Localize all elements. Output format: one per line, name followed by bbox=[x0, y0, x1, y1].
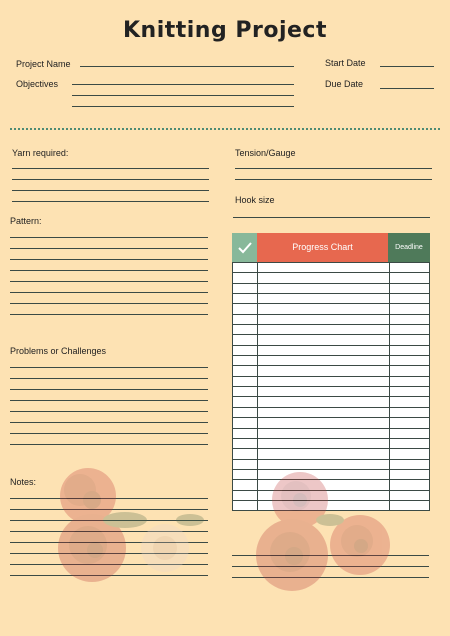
problems-line[interactable] bbox=[10, 433, 208, 434]
progress-cell[interactable] bbox=[258, 366, 390, 375]
pattern-line[interactable] bbox=[10, 314, 208, 315]
deadline-cell[interactable] bbox=[390, 408, 429, 417]
tension-line[interactable] bbox=[235, 168, 432, 169]
start-date-label: Start Date bbox=[325, 58, 366, 68]
tension-line[interactable] bbox=[235, 179, 432, 180]
progress-cell[interactable] bbox=[258, 429, 390, 438]
progress-cell[interactable] bbox=[258, 273, 390, 282]
checkbox-cell[interactable] bbox=[233, 470, 258, 479]
objectives-line-3[interactable] bbox=[72, 106, 294, 107]
checkbox-cell[interactable] bbox=[233, 304, 258, 313]
checkbox-cell[interactable] bbox=[233, 429, 258, 438]
notes-line[interactable] bbox=[10, 553, 208, 554]
progress-chart-row bbox=[233, 303, 429, 313]
notes-line[interactable] bbox=[10, 498, 208, 499]
due-date-label: Due Date bbox=[325, 79, 364, 89]
problems-line[interactable] bbox=[10, 444, 208, 445]
checkbox-cell[interactable] bbox=[233, 284, 258, 293]
progress-cell[interactable] bbox=[258, 480, 390, 489]
progress-chart-row bbox=[233, 386, 429, 396]
yarn-required-label: Yarn required: bbox=[12, 148, 69, 158]
yarn-line[interactable] bbox=[12, 201, 209, 202]
yarn-line[interactable] bbox=[12, 190, 209, 191]
pattern-line[interactable] bbox=[10, 292, 208, 293]
progress-chart-row bbox=[233, 490, 429, 500]
pattern-line[interactable] bbox=[10, 248, 208, 249]
checkbox-cell[interactable] bbox=[233, 491, 258, 500]
progress-cell[interactable] bbox=[258, 325, 390, 334]
checkbox-cell[interactable] bbox=[233, 449, 258, 458]
progress-chart-row bbox=[233, 345, 429, 355]
progress-cell[interactable] bbox=[258, 439, 390, 448]
progress-chart-header bbox=[232, 233, 430, 262]
checkbox-cell[interactable] bbox=[233, 356, 258, 365]
tension-gauge-label: Tension/Gauge bbox=[235, 148, 296, 158]
deadline-cell[interactable] bbox=[390, 377, 429, 386]
deadline-cell[interactable] bbox=[390, 418, 429, 427]
progress-cell[interactable] bbox=[258, 356, 390, 365]
project-name-line[interactable] bbox=[80, 66, 294, 67]
problems-line[interactable] bbox=[10, 411, 208, 412]
checkbox-cell[interactable] bbox=[233, 501, 258, 510]
notes-line[interactable] bbox=[10, 531, 208, 532]
deadline-cell[interactable] bbox=[390, 335, 429, 344]
progress-cell[interactable] bbox=[258, 449, 390, 458]
deadline-cell[interactable] bbox=[390, 346, 429, 355]
progress-chart-row bbox=[233, 396, 429, 406]
due-date-line[interactable] bbox=[380, 88, 434, 89]
notes-line[interactable] bbox=[10, 575, 208, 576]
deadline-cell[interactable] bbox=[390, 480, 429, 489]
rose-flower bbox=[58, 514, 126, 582]
checkbox-cell[interactable] bbox=[233, 325, 258, 334]
notes-line[interactable] bbox=[10, 509, 208, 510]
progress-chart-row bbox=[233, 448, 429, 458]
deadline-cell[interactable] bbox=[390, 325, 429, 334]
deadline-cell[interactable] bbox=[390, 315, 429, 324]
pattern-line[interactable] bbox=[10, 237, 208, 238]
problems-line[interactable] bbox=[10, 367, 208, 368]
checkbox-cell[interactable] bbox=[233, 273, 258, 282]
checkbox-cell[interactable] bbox=[233, 335, 258, 344]
progress-cell[interactable] bbox=[258, 460, 390, 469]
deadline-cell[interactable] bbox=[390, 284, 429, 293]
yarn-line[interactable] bbox=[12, 168, 209, 169]
deadline-cell[interactable] bbox=[390, 356, 429, 365]
progress-chart-row bbox=[233, 459, 429, 469]
checkbox-cell[interactable] bbox=[233, 480, 258, 489]
checkbox-cell[interactable] bbox=[233, 263, 258, 272]
pattern-label: Pattern: bbox=[10, 216, 42, 226]
progress-chart-row bbox=[233, 355, 429, 365]
project-name-label: Project Name bbox=[16, 59, 71, 69]
checkbox-cell[interactable] bbox=[233, 346, 258, 355]
rose-flower bbox=[60, 468, 116, 524]
checkbox-cell[interactable] bbox=[233, 418, 258, 427]
progress-cell[interactable] bbox=[258, 335, 390, 344]
notes-label: Notes: bbox=[10, 477, 37, 487]
progress-chart-row bbox=[233, 262, 429, 272]
deadline-cell[interactable] bbox=[390, 397, 429, 406]
checkbox-cell[interactable] bbox=[233, 408, 258, 417]
checkbox-cell[interactable] bbox=[233, 366, 258, 375]
objectives-label: Objectives bbox=[16, 79, 59, 89]
notes-right-line[interactable] bbox=[232, 555, 429, 556]
pattern-line[interactable] bbox=[10, 270, 208, 271]
progress-cell[interactable] bbox=[258, 304, 390, 313]
progress-cell[interactable] bbox=[258, 263, 390, 272]
problems-line[interactable] bbox=[10, 389, 208, 390]
deadline-cell[interactable] bbox=[390, 263, 429, 272]
progress-cell[interactable] bbox=[258, 397, 390, 406]
deadline-cell[interactable] bbox=[390, 429, 429, 438]
progress-chart-row bbox=[233, 417, 429, 427]
deadline-cell[interactable] bbox=[390, 304, 429, 313]
progress-cell[interactable] bbox=[258, 418, 390, 427]
progress-cell[interactable] bbox=[258, 294, 390, 303]
progress-chart-row bbox=[233, 438, 429, 448]
notes-line[interactable] bbox=[10, 520, 208, 521]
progress-cell[interactable] bbox=[258, 491, 390, 500]
progress-chart-row bbox=[233, 272, 429, 282]
notes-line[interactable] bbox=[10, 564, 208, 565]
progress-chart-row bbox=[233, 283, 429, 293]
start-date-line[interactable] bbox=[380, 66, 434, 67]
problems-line[interactable] bbox=[10, 400, 208, 401]
progress-chart-row bbox=[233, 407, 429, 417]
progress-chart bbox=[232, 233, 430, 511]
progress-chart-row bbox=[233, 314, 429, 324]
notes-line[interactable] bbox=[10, 542, 208, 543]
deadline-cell[interactable] bbox=[390, 273, 429, 282]
deadline-cell[interactable] bbox=[390, 491, 429, 500]
progress-cell[interactable] bbox=[258, 387, 390, 396]
deadline-cell[interactable] bbox=[390, 439, 429, 448]
hook-size-label: Hook size bbox=[235, 195, 275, 205]
progress-cell[interactable] bbox=[258, 501, 390, 510]
checkmark-icon bbox=[232, 233, 257, 262]
deadline-cell[interactable] bbox=[390, 387, 429, 396]
deadline-header: Deadline bbox=[388, 233, 430, 262]
progress-cell[interactable] bbox=[258, 284, 390, 293]
progress-chart-row bbox=[233, 469, 429, 479]
checkbox-cell[interactable] bbox=[233, 387, 258, 396]
progress-chart-row bbox=[233, 334, 429, 344]
notes-right-line[interactable] bbox=[232, 577, 429, 578]
pattern-line[interactable] bbox=[10, 281, 208, 282]
progress-chart-row bbox=[233, 500, 429, 510]
progress-cell[interactable] bbox=[258, 470, 390, 479]
progress-chart-row bbox=[233, 428, 429, 438]
progress-cell[interactable] bbox=[258, 408, 390, 417]
progress-chart-row bbox=[233, 324, 429, 334]
checkbox-cell[interactable] bbox=[233, 377, 258, 386]
notes-right-line[interactable] bbox=[232, 566, 429, 567]
pattern-line[interactable] bbox=[10, 303, 208, 304]
deadline-cell[interactable] bbox=[390, 366, 429, 375]
deadline-cell[interactable] bbox=[390, 501, 429, 510]
checkbox-cell[interactable] bbox=[233, 439, 258, 448]
progress-cell[interactable] bbox=[258, 377, 390, 386]
progress-chart-row bbox=[233, 365, 429, 375]
problems-label: Problems or Challenges bbox=[10, 346, 107, 356]
progress-chart-row bbox=[233, 376, 429, 386]
yarn-line[interactable] bbox=[12, 179, 209, 180]
progress-chart-body bbox=[232, 262, 430, 511]
objectives-line-2[interactable] bbox=[72, 95, 294, 96]
progress-chart-title: Progress Chart bbox=[257, 233, 388, 262]
deadline-cell[interactable] bbox=[390, 460, 429, 469]
pattern-line[interactable] bbox=[10, 259, 208, 260]
progress-cell[interactable] bbox=[258, 315, 390, 324]
deadline-cell[interactable] bbox=[390, 294, 429, 303]
problems-line[interactable] bbox=[10, 378, 208, 379]
hook-size-line[interactable] bbox=[233, 217, 430, 218]
checkbox-cell[interactable] bbox=[233, 460, 258, 469]
progress-chart-row bbox=[233, 293, 429, 303]
deadline-cell[interactable] bbox=[390, 470, 429, 479]
objectives-line-1[interactable] bbox=[72, 84, 294, 85]
checkbox-cell[interactable] bbox=[233, 397, 258, 406]
progress-cell[interactable] bbox=[258, 346, 390, 355]
page-title: Knitting Project bbox=[122, 18, 327, 43]
progress-chart-row bbox=[233, 479, 429, 489]
deadline-cell[interactable] bbox=[390, 449, 429, 458]
checkbox-cell[interactable] bbox=[233, 315, 258, 324]
section-divider bbox=[10, 128, 440, 130]
problems-line[interactable] bbox=[10, 422, 208, 423]
checkbox-cell[interactable] bbox=[233, 294, 258, 303]
